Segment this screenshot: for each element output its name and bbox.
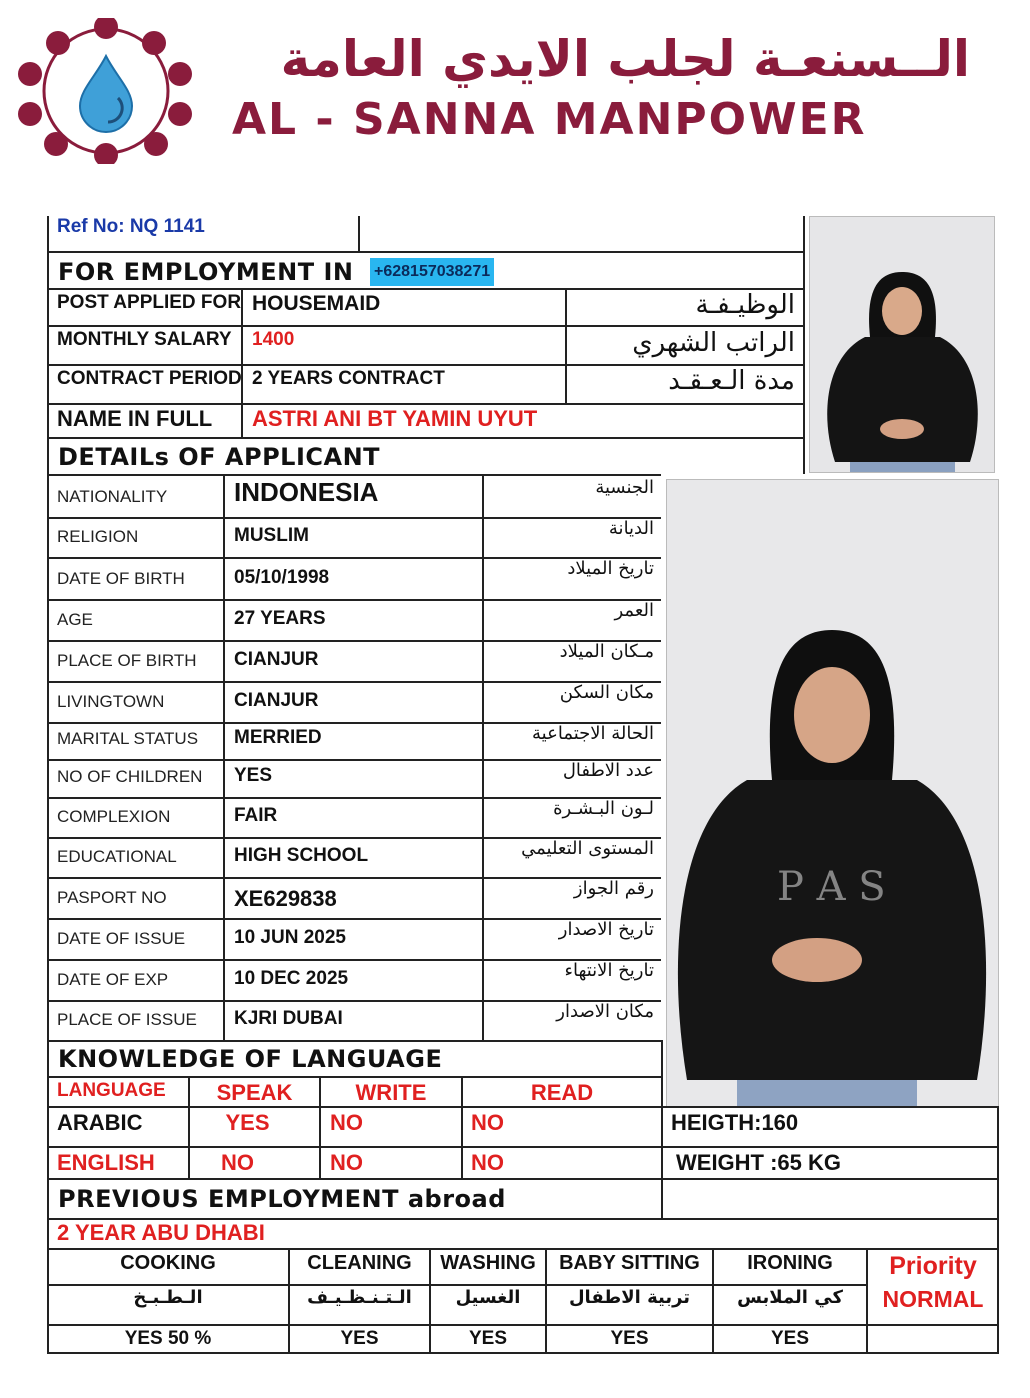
detail-value: YES [234,765,273,786]
skill-value: YES [610,1328,649,1349]
priority-label: Priority [889,1252,977,1280]
skill-name-arabic: الغسيل [455,1287,521,1308]
detail-label: COMPLEXION [57,807,171,826]
detail-label: NO OF CHILDREN [57,767,203,786]
language-header-read: READ [530,1080,594,1105]
contract-arabic: مدة الـعـقـد [668,366,795,396]
salary-arabic: الراتب الشهري [632,328,795,358]
arabic-write: NO [330,1110,363,1135]
language-header-speak: SPEAK [216,1080,293,1105]
language-header-language: LANGUAGE [57,1080,166,1101]
detail-arabic: مكان الاصدار [556,1001,654,1022]
detail-arabic: تاريخ الميلاد [567,558,654,579]
skill-name: WASHING [440,1252,536,1274]
detail-value: 05/10/1998 [234,567,330,588]
detail-label: EDUCATIONAL [57,847,177,866]
skill-name-arabic: تربية الاطفال [568,1287,691,1308]
skill-name: CLEANING [307,1252,412,1274]
applicant-photo-large [666,479,999,1107]
skill-value: YES [340,1328,379,1349]
details-divider-2 [482,476,484,1040]
skill-name-arabic: الـطـبـخ [133,1287,203,1308]
detail-value: CIANJUR [234,690,319,711]
skill-value: YES [468,1328,508,1349]
skill-value: YES [770,1328,810,1349]
detail-arabic: مكان السكن [559,682,654,703]
name-label: NAME IN FULL [57,406,213,431]
skill-name: COOKING [120,1252,216,1274]
detail-arabic: رقم الجواز [573,878,654,899]
company-logo [8,18,204,164]
detail-arabic: العمر [614,600,654,621]
detail-value: 10 DEC 2025 [234,968,349,989]
skill-row-separator [47,1284,866,1286]
salary-value: 1400 [252,329,295,350]
post-applied-label: POST APPLIED FOR [57,292,242,313]
arabic-speak: YES [225,1110,270,1135]
company-name-arabic: الــسنعـة لجلب الايدي العامة [280,30,970,88]
language-header-write: WRITE [355,1080,427,1105]
detail-value: KJRI DUBAI [234,1008,343,1029]
detail-value: HIGH SCHOOL [234,845,369,866]
employment-phone: +628157038271 [370,258,494,286]
detail-value: 10 JUN 2025 [234,927,346,948]
contract-label: CONTRACT PERIOD [57,368,242,389]
detail-value: FAIR [234,805,278,826]
details-divider-1 [223,476,225,1040]
name-value: ASTRI ANI BT YAMIN UYUT [252,406,538,431]
height-value: HEIGTH:160 [671,1110,799,1135]
svg-text:P A S: P A S [777,864,886,910]
detail-label: PLACE OF BIRTH [57,651,197,670]
skill-name-arabic: الـتـنـظـيـف [307,1287,412,1308]
detail-label: PASPORT NO [57,888,167,907]
previous-employment-value: 2 YEAR ABU DHABI [57,1220,265,1245]
detail-arabic: تاريخ الاصدار [558,919,654,940]
detail-value: MUSLIM [234,525,309,546]
detail-arabic: الحالة الاجتماعية [532,723,654,744]
detail-value: INDONESIA [234,477,379,507]
detail-label: LIVINGTOWN [57,692,165,711]
detail-arabic: مـكان الميلاد [559,641,654,662]
detail-arabic: تاريخ الانتهاء [564,960,654,981]
priority-value: NORMAL [882,1286,984,1312]
post-applied-value: HOUSEMAID [252,292,381,315]
details-title: DETAILs OF APPLICANT [58,443,381,471]
language-arabic: ARABIC [57,1110,143,1135]
skill-name-arabic: كي الملابس [737,1287,843,1308]
detail-arabic: المستوى التعليمي [521,838,654,859]
detail-arabic: الجنسية [595,477,654,498]
detail-value: XE629838 [234,886,337,911]
english-write: NO [330,1150,363,1175]
detail-label: DATE OF ISSUE [57,929,186,948]
language-title: KNOWLEDGE OF LANGUAGE [58,1045,443,1073]
detail-value: 27 YEARS [234,608,326,629]
contract-value: 2 YEARS CONTRACT [252,368,445,389]
language-english: ENGLISH [57,1150,155,1175]
skill-name: IRONING [747,1252,833,1274]
detail-label: RELIGION [57,527,139,546]
detail-label: NATIONALITY [57,487,168,506]
detail-label: AGE [57,610,93,629]
detail-value: CIANJUR [234,649,319,670]
salary-label: MONTHLY SALARY [57,329,232,350]
detail-arabic: لـون البـشـرة [553,798,654,819]
english-read: NO [471,1150,504,1175]
detail-label: DATE OF BIRTH [57,569,185,588]
weight-value: WEIGHT :65 KG [676,1150,842,1175]
skill-column-divider [866,1248,868,1354]
skill-value: YES 50 % [124,1328,212,1349]
ref-number: Ref No: NQ 1141 [57,216,205,237]
company-name-english: AL - SANNA MANPOWER [232,94,867,145]
detail-label: DATE OF EXP [57,970,169,989]
detail-arabic: عدد الاطفال [562,760,654,781]
previous-employment-title: PREVIOUS EMPLOYMENT abroad [58,1185,506,1213]
detail-label: MARITAL STATUS [57,729,199,748]
arabic-read: NO [471,1110,504,1135]
skill-name: BABY SITTING [559,1252,700,1274]
applicant-photo-small [809,216,995,473]
english-speak: NO [221,1150,254,1175]
post-applied-arabic: الوظيـفـة [695,290,795,320]
employment-title: FOR EMPLOYMENT IN [58,258,354,286]
detail-arabic: الديانة [608,518,654,539]
detail-value: MERRIED [234,727,322,748]
detail-label: PLACE OF ISSUE [57,1010,197,1029]
